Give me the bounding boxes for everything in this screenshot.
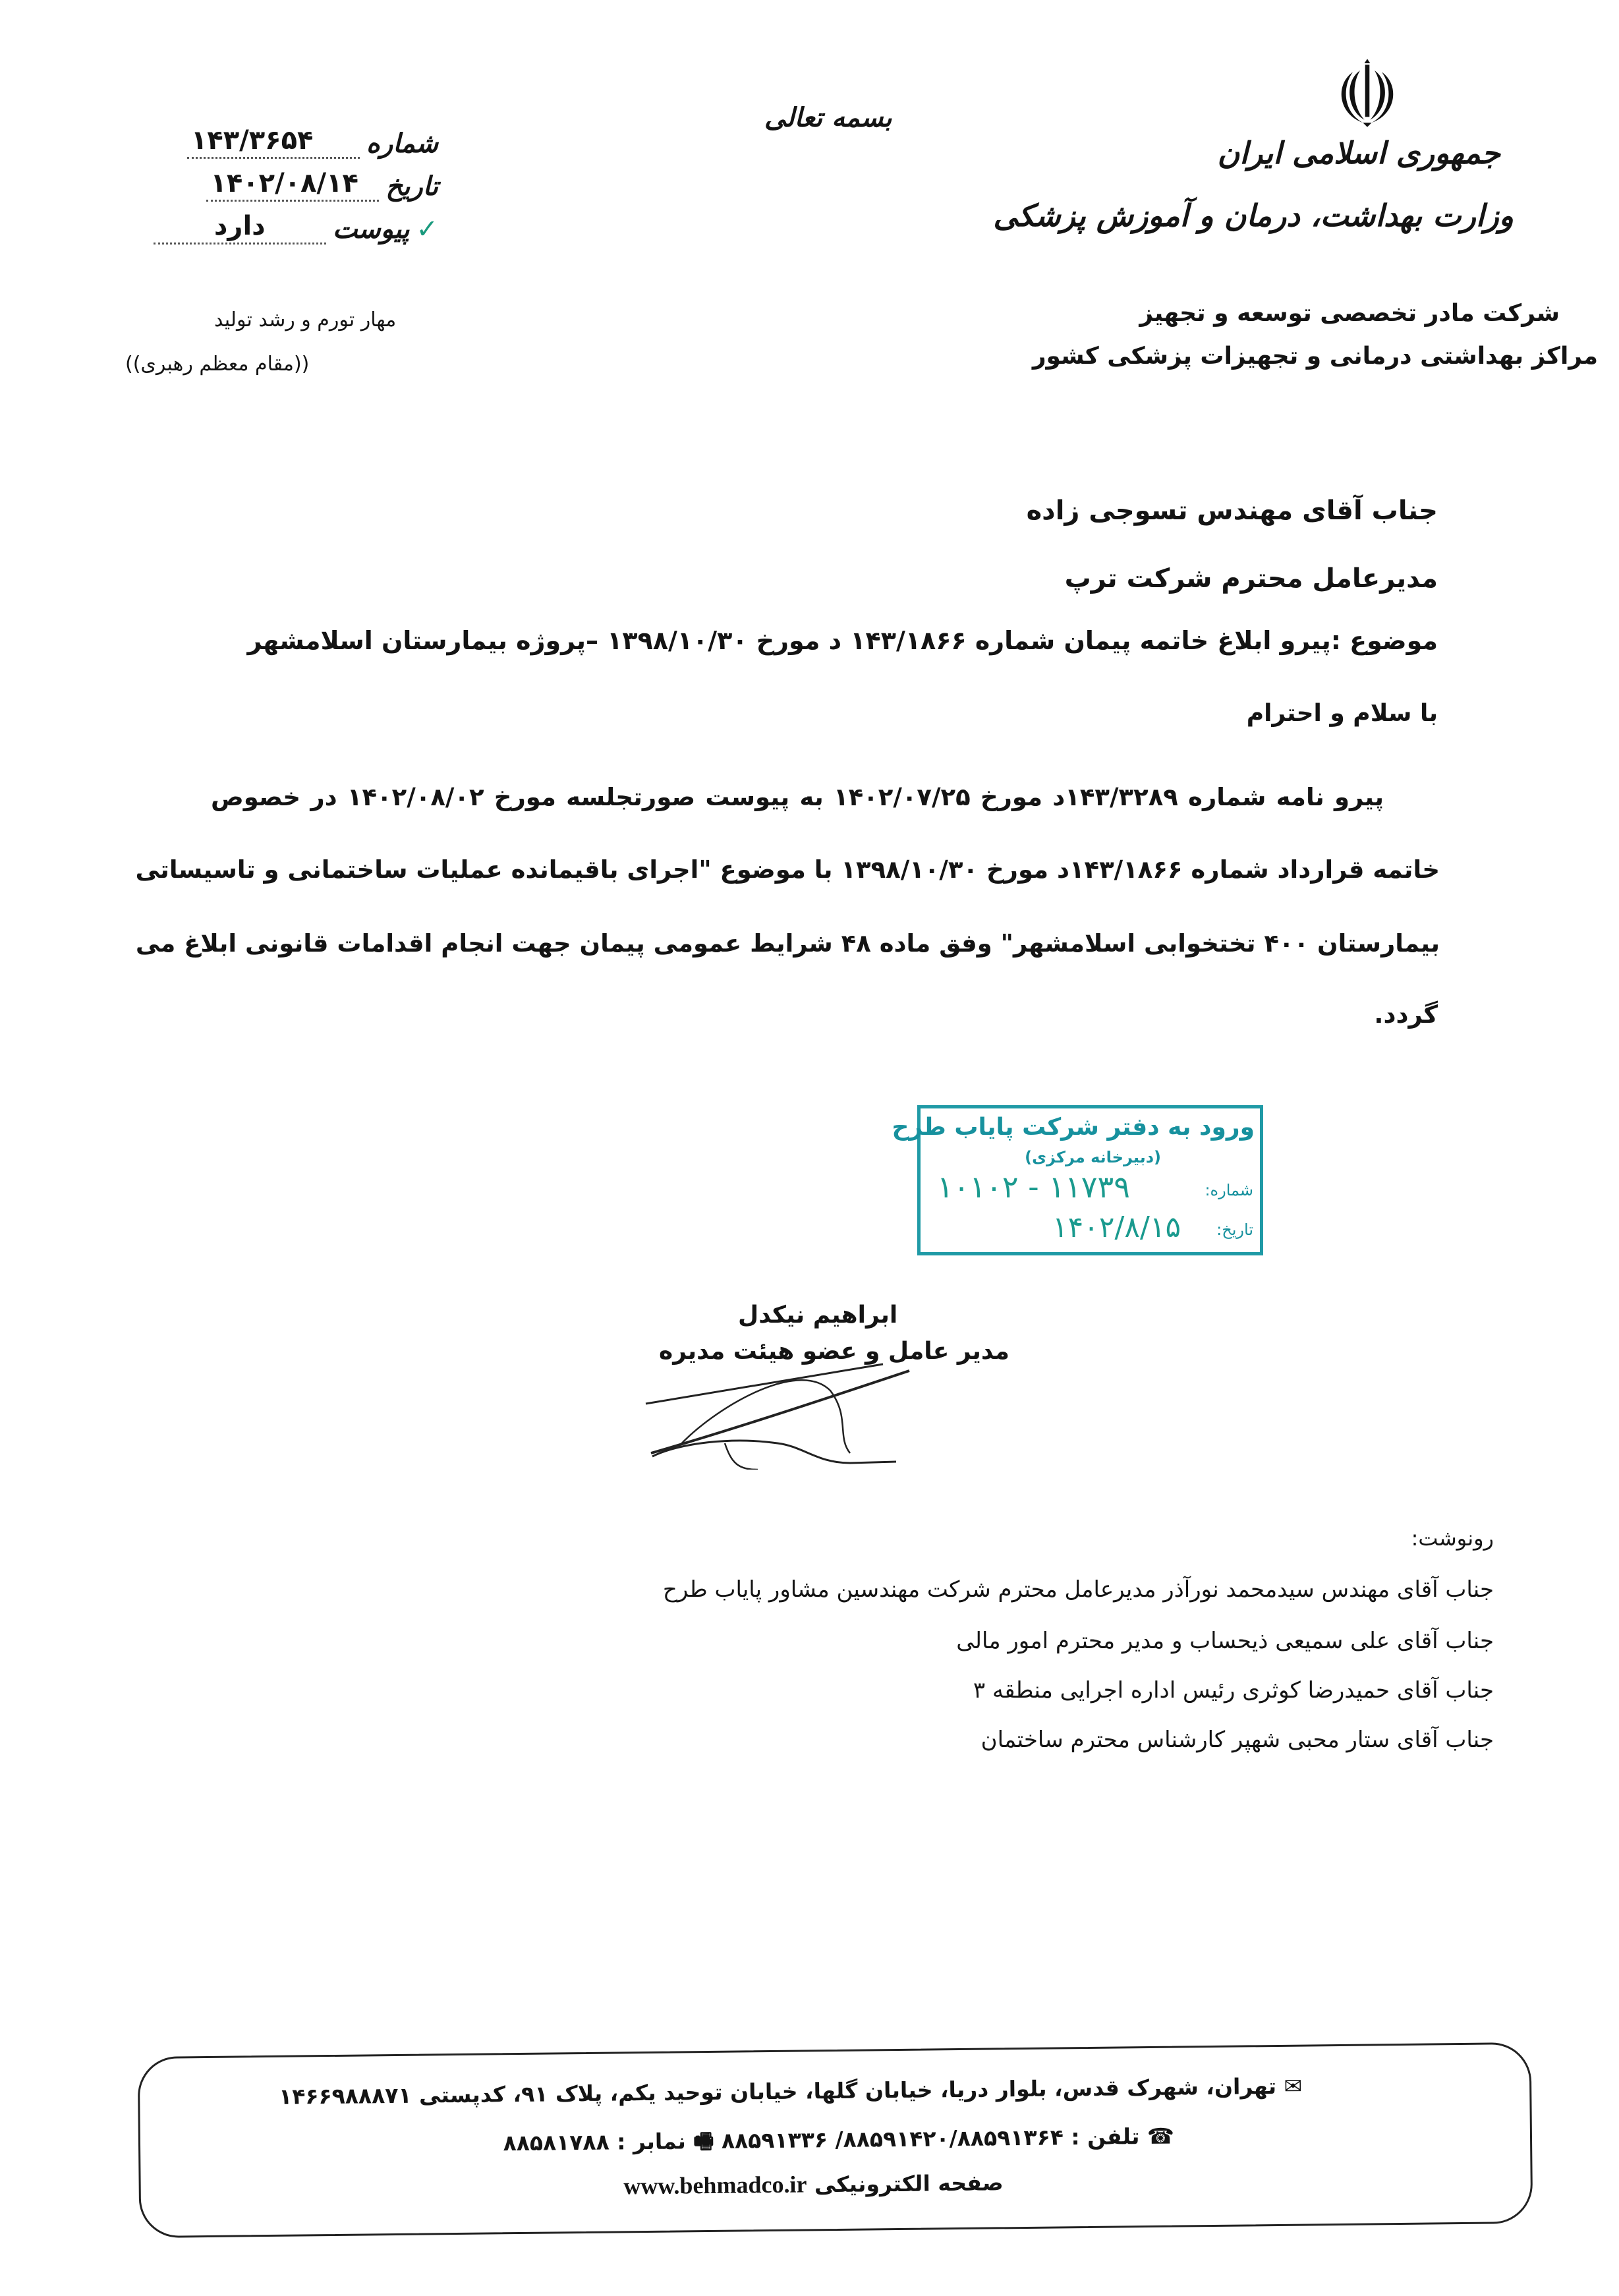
addressee-name: جناب آقای مهندس تسوجی زاده [1026, 496, 1438, 526]
letter-date-row [175, 168, 438, 202]
phone-label: تلفن : [1071, 2123, 1140, 2150]
country-name-logo: جمهوری اسلامی ایران [1217, 135, 1500, 171]
stamp-title: ورود به دفتر شرکت پایاب طرح [892, 1114, 1255, 1141]
stamp-number-value: ۱۰۱۰۲ - ۱۱۷۳۹ [937, 1169, 1130, 1205]
letter-number: ۱۴۳/۳۶۵۴ [187, 125, 360, 159]
website-label: صفحه الکترونیکی [814, 2169, 1004, 2198]
phone-value: ۸۸۵۹۱۴۲۰/۸۸۵۹۱۳۶۴/ ۸۸۵۹۱۳۳۶ [721, 2124, 1064, 2154]
stamp-subtitle: (دبیرخانه مرکزی) [1025, 1148, 1161, 1166]
signatory-name: ابراهیم نیکدل [738, 1302, 898, 1329]
footer-contact-box [138, 2042, 1533, 2238]
receipt-stamp [892, 1105, 1263, 1255]
body-line-4: گردد. [1374, 1000, 1438, 1029]
cc-item: جناب آقای مهندس سیدمحمد نورآذر مدیرعامل محترم شرکت مهندسین مشاور پایاب طرح [662, 1576, 1494, 1603]
website-link[interactable]: www.behmadco.ir [623, 2171, 807, 2200]
date-label: تاریخ [385, 171, 438, 202]
footer-address [279, 2073, 1302, 2109]
handwritten-signature [633, 1311, 962, 1470]
signatory-title: مدیر عامل و عضو هیئت مدیره [659, 1338, 1009, 1365]
fax-icon: 🖷 [685, 2127, 714, 2154]
greeting: با سلام و احترام [1246, 700, 1438, 727]
company-name-line2: مراکز بهداشتی درمانی و تجهیزات پزشکی کشور [1032, 343, 1598, 370]
phone-icon: ☎ [1139, 2123, 1175, 2150]
envelope-icon: ✉ [1276, 2073, 1303, 2099]
letter-number-row [175, 125, 438, 159]
footer-phone-fax [503, 2121, 1174, 2165]
cc-item: جناب آقای ستار محبی شهپر کارشناس محترم ساختمان [980, 1727, 1494, 1753]
invocation-heading: بسمه تعالی [764, 102, 892, 133]
company-name-line1: شرکت مادر تخصصی توسعه و تجهیز [1139, 300, 1560, 327]
slogan-source: ((مقام معظم رهبری)) [125, 353, 310, 376]
letter-date: ۱۴۰۲/۰۸/۱۴ [206, 168, 379, 202]
attachment-label: پیوست [332, 214, 410, 244]
iran-emblem-icon [1331, 56, 1404, 129]
attachment-row [175, 211, 438, 244]
body-line-3: بیمارستان ۴۰۰ تختخوابی اسلامشهر" وفق ماده ۴۸ شرایط عمومی پیمان جهت انجام اقدامات قانونی ابلاغ می [135, 929, 1440, 958]
fax-value: ۸۸۵۸۱۷۸۸ [503, 2129, 610, 2156]
number-label: شماره [366, 128, 438, 159]
cc-label: رونوشت: [1411, 1526, 1494, 1551]
stamp-date-label: تاریخ: [1216, 1220, 1253, 1239]
stamp-date-value: ۱۴۰۲/۸/۱۵ [1052, 1211, 1181, 1244]
cc-item: جناب آقای علی سمیعی ذیحساب و مدیر محترم امور مالی [956, 1628, 1494, 1654]
body-line-2: خاتمه قرارداد شماره ۱۴۳/۱۸۶۶د مورخ ۱۳۹۸/۱۰/۳۰ با موضوع "اجرای باقیمانده عملیات ساختمانی و تاسیساتی [135, 855, 1440, 884]
footer-website [623, 2168, 1004, 2200]
ministry-name-logo: وزارت بهداشت، درمان و آموزش پزشکی [993, 198, 1514, 233]
attachment-value: دارد [154, 211, 326, 244]
cc-item: جناب آقای حمیدرضا کوثری رئیس اداره اجرایی منطقه ۳ [973, 1677, 1494, 1704]
addressee-title: مدیرعامل محترم شرکت ترپ [1064, 563, 1438, 594]
stamp-number-label: شماره: [1205, 1181, 1253, 1199]
address-text: تهران، شهرک قدس، بلوار دریا، خیابان گلها، خیابان توحید یکم، پلاک ۹۱، کدپستی ۱۴۶۶۹۸۸۸۷۱ [278, 2073, 1277, 2109]
slogan: مهار تورم و رشد تولید [214, 308, 397, 331]
body-line-1: پیرو نامه شماره ۱۴۳/۳۲۸۹د مورخ ۱۴۰۲/۰۷/۲۵ به پیوست صورتجلسه مورخ ۱۴۰۲/۰۸/۰۲ در خصوص [211, 783, 1384, 811]
letter-meta [175, 125, 438, 244]
fax-label: نمابر : [617, 2128, 686, 2155]
checkmark-icon: ✓ [416, 214, 438, 244]
letter-subject: موضوع :پیرو ابلاغ خاتمه پیمان شماره ۱۴۳/۱۸۶۶ د مورخ ۱۳۹۸/۱۰/۳۰ –پروژه بیمارستان اسلامشهر [247, 626, 1438, 655]
